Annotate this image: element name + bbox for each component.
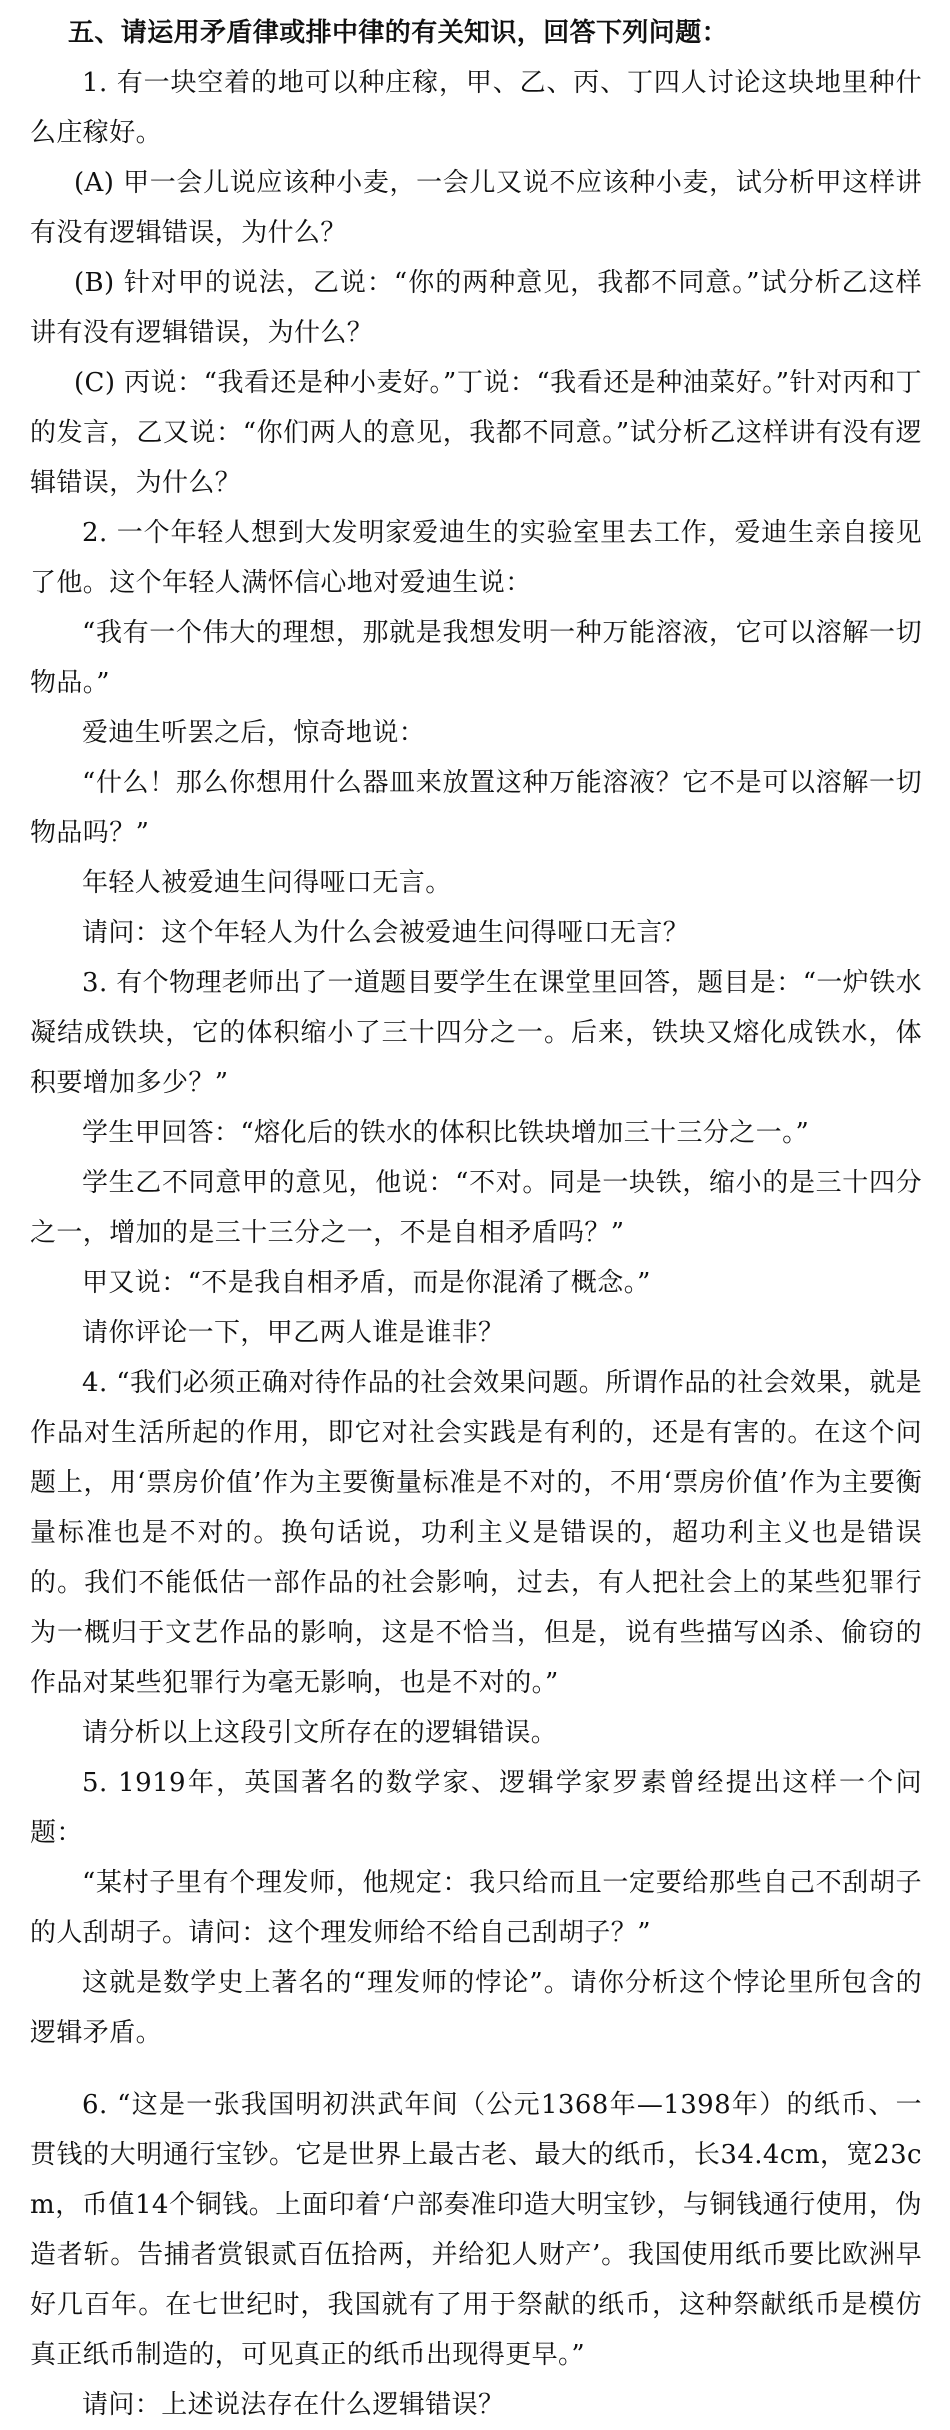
question-3-student-a: 学生甲回答：“熔化后的铁水的体积比铁块增加三十三分之一。” xyxy=(82,1118,810,1148)
question-1-intro: 1. 有一块空着的地可以种庄稼，甲、乙、丙、丁四人讨论这块地里种什么庄稼好。 xyxy=(30,68,922,148)
section-heading: 五、请运用矛盾律或排中律的有关知识，回答下列问题： xyxy=(68,18,729,48)
question-6-text: 6. “这是一张我国明初洪武年间（公元1368年—1398年）的纸币、一贯钱的大明通行宝钞。它是世界上最古老、最大的纸币，长34.4cm，宽23cm，币值14个铜钱。上面印着‘户部奏准印造大明宝钞，与铜钱通行使用，伪造者斩。告捕者赏银贰百伍拾两，并给犯人财产’。我国使用纸币要比欧洲早好几百年。在七世纪时，我国就有了用于祭献的纸币，这种祭献纸币是模仿真正纸币制造的，可见真正的纸币出现得更早。” xyxy=(30,2090,922,2370)
question-2-line-2: 爱迪生听罢之后，惊奇地说： xyxy=(82,718,426,748)
question-3-student-b: 学生乙不同意甲的意见，他说：“不对。同是一块铁，缩小的是三十四分之一，增加的是三十三分之一，不是自相矛盾吗？” xyxy=(30,1168,922,1248)
question-2-prompt: 请问：这个年轻人为什么会被爱迪生问得哑口无言？ xyxy=(82,918,690,948)
question-2-quote-1: “我有一个伟大的理想，那就是我想发明一种万能溶液，它可以溶解一切物品。” xyxy=(30,618,922,698)
question-5-intro: 5. 1919年，英国著名的数学家、逻辑学家罗素曾经提出这样一个问题： xyxy=(30,1768,922,1848)
question-3-prompt: 请你评论一下，甲乙两人谁是谁非？ xyxy=(82,1318,505,1348)
question-1-part-a: (A) 甲一会儿说应该种小麦，一会儿又说不应该种小麦，试分析甲这样讲有没有逻辑错误，为什么？ xyxy=(30,168,922,248)
question-4-prompt: 请分析以上这段引文所存在的逻辑错误。 xyxy=(82,1718,558,1748)
question-2-line-3: 年轻人被爱迪生问得哑口无言。 xyxy=(82,868,452,898)
question-5-quote: “某村子里有个理发师，他规定：我只给而且一定要给那些自己不刮胡子的人刮胡子。请问：这个理发师给不给自己刮胡子？” xyxy=(30,1868,922,1948)
question-1-part-b: (B) 针对甲的说法，乙说：“你的两种意见，我都不同意。”试分析乙这样讲有没有逻辑错误，为什么？ xyxy=(30,268,922,348)
question-2-intro: 2. 一个年轻人想到大发明家爱迪生的实验室里去工作，爱迪生亲自接见了他。这个年轻人满怀信心地对爱迪生说： xyxy=(30,518,922,598)
question-3-student-a-reply: 甲又说：“不是我自相矛盾，而是你混淆了概念。” xyxy=(82,1268,651,1298)
question-4-text: 4. “我们必须正确对待作品的社会效果问题。所谓作品的社会效果，就是作品对生活所起的作用，即它对社会实践是有利的，还是有害的。在这个问题上，用‘票房价值’作为主要衡量标准是不对的，不用‘票房价值’作为主要衡量标准也是不对的。换句话说，功利主义是错误的，超功利主义也是错误的。我们不能低估一部作品的社会影响，过去，有人把社会上的某些犯罪行为一概归于文艺作品的影响，这是不恰当，但是，说有些描写凶杀、偷窃的作品对某些犯罪行为毫无影响，也是不对的。” xyxy=(30,1368,922,1698)
question-5-prompt: 这就是数学史上著名的“理发师的悖论”。请你分析这个悖论里所包含的逻辑矛盾。 xyxy=(30,1968,922,2048)
question-3-intro: 3. 有个物理老师出了一道题目要学生在课堂里回答，题目是：“一炉铁水凝结成铁块，它的体积缩小了三十四分之一。后来，铁块又熔化成铁水，体积要增加多少？” xyxy=(30,968,922,1098)
question-6-prompt: 请问：上述说法存在什么逻辑错误？ xyxy=(82,2390,505,2420)
question-2-quote-2: “什么！那么你想用什么器皿来放置这种万能溶液？它不是可以溶解一切物品吗？” xyxy=(30,768,922,848)
question-1-part-c: (C) 丙说：“我看还是种小麦好。”丁说：“我看还是种油菜好。”针对丙和丁的发言，乙又说：“你们两人的意见，我都不同意。”试分析乙这样讲有没有逻辑错误，为什么？ xyxy=(30,368,922,498)
